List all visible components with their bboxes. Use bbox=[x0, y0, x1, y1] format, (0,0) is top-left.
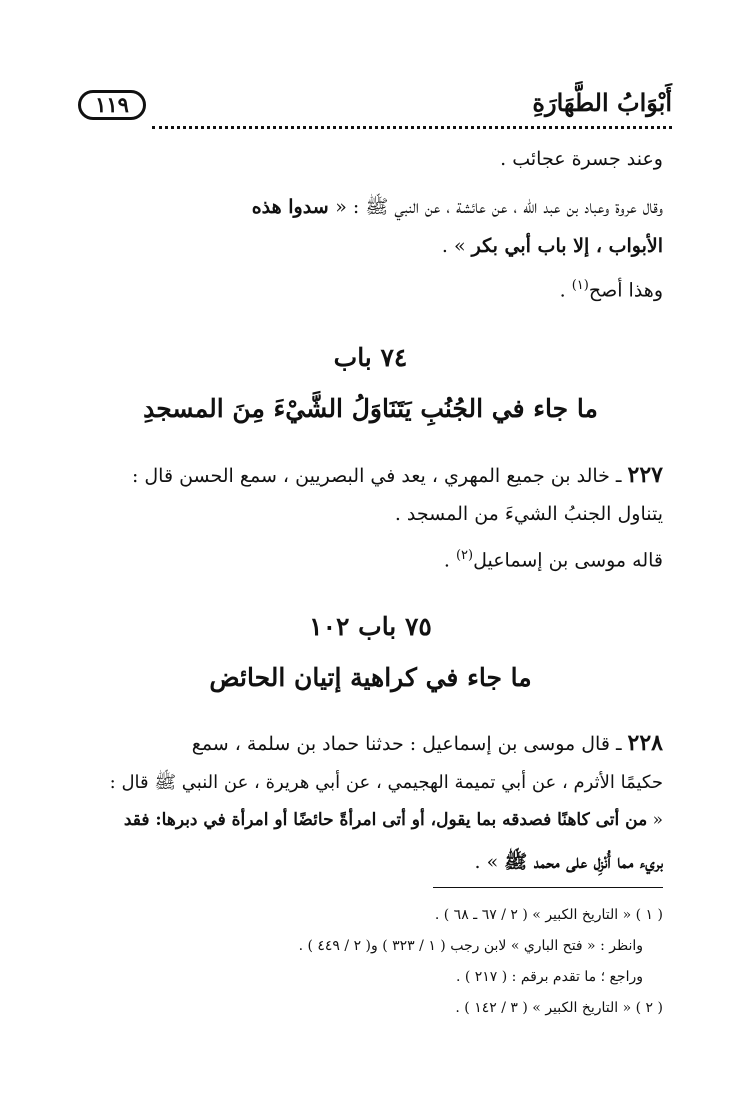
text: وقال عروة وعباد بن عبد الله ، عن عائشة ، عن النبي ﷺ : « bbox=[335, 196, 663, 218]
chapter-title: أَبْوَابُ الطَّهَارَةِ bbox=[532, 88, 672, 117]
text: . bbox=[443, 549, 456, 572]
text-line-4 bbox=[560, 278, 663, 301]
text: ـ قال موسى بن إسماعيل : حدثنا حماد بن سلمة ، سمع bbox=[191, 733, 628, 755]
header-divider bbox=[152, 126, 672, 129]
hadith-227-line-1 bbox=[132, 462, 663, 488]
footnote-1-refer: وراجع ؛ ما تقدم برقم : ( ٢١٧ ) . bbox=[455, 969, 643, 985]
hadith-text-bold: من أتى كاهنًا فصدقه بما يقول، أو أتى امرأةً حائضًا أو امرأة في دبرها: فقد bbox=[123, 810, 648, 830]
hadith-number: ٢٢٨ bbox=[627, 730, 663, 756]
hadith-number: ٢٢٧ bbox=[627, 462, 663, 488]
text: « bbox=[647, 810, 663, 830]
hadith-227-line-3 bbox=[444, 548, 663, 571]
bab-75-number: ٧٥ باب ١٠٢ bbox=[309, 612, 432, 641]
hadith-228-line-3 bbox=[124, 810, 663, 830]
text: حكيمًا الأثرم ، عن أبي تميمة الهجيمي ، عن أبي هريرة ، عن النبي ﷺ قال : bbox=[109, 772, 663, 793]
hadith-text-bold: سدوا هذه bbox=[251, 196, 336, 218]
hadith-228-line-2 bbox=[110, 771, 663, 797]
text: قاله موسى بن إسماعيل bbox=[473, 549, 663, 572]
bab-75-title: ما جاء في كراهية إتيان الحائض bbox=[209, 663, 532, 692]
text-line-2 bbox=[252, 195, 663, 223]
bab-74-number: ٧٤ باب bbox=[333, 343, 408, 372]
hadith-text-bold: بريء مما أُنْزِل على محمد ﷺ bbox=[504, 851, 663, 873]
text: وهذا أصح bbox=[588, 279, 663, 302]
hadith-227-line-2 bbox=[395, 503, 663, 525]
hadith-228-line-4 bbox=[475, 850, 663, 878]
footnote-2: ( ٢ ) « التاريخ الكبير » ( ٣ / ١٤٢ ) . bbox=[455, 1000, 663, 1016]
text: وعند جسرة عجائب . bbox=[500, 148, 663, 170]
text-line-1 bbox=[500, 148, 663, 170]
text: » . bbox=[474, 851, 505, 873]
footnote-1-see-also: وانظر : « فتح الباري » لابن رجب ( ١ / ٣٢٣ ) و( ٢ / ٤٤٩ ) . bbox=[298, 938, 643, 954]
text: ـ خالد بن جميع المهري ، يعد في البصريين ، سمع الحسن قال : bbox=[131, 465, 628, 487]
page-number: ١١٩ bbox=[78, 90, 146, 120]
footnote-ref-2: (٢) bbox=[455, 548, 474, 563]
hadith-228-line-1 bbox=[192, 730, 663, 756]
hadith-text-bold: الأبواب ، إلا باب أبي بكر bbox=[471, 235, 663, 257]
text: يتناول الجنبُ الشيءَ من المسجد . bbox=[394, 503, 663, 525]
bab-74-title: ما جاء في الجُنُبِ يَتَنَاوَلُ الشَّيْءَ مِنَ المسجدِ bbox=[143, 394, 598, 423]
text: . bbox=[559, 279, 572, 302]
text: » . bbox=[441, 235, 472, 257]
footnote-divider bbox=[433, 887, 663, 888]
footnote-ref-1: (١) bbox=[571, 278, 589, 293]
text-line-3 bbox=[442, 235, 663, 257]
page-header bbox=[78, 86, 672, 130]
footnote-1: ( ١ ) « التاريخ الكبير » ( ٢ / ٦٧ ـ ٦٨ ) . bbox=[434, 907, 663, 923]
